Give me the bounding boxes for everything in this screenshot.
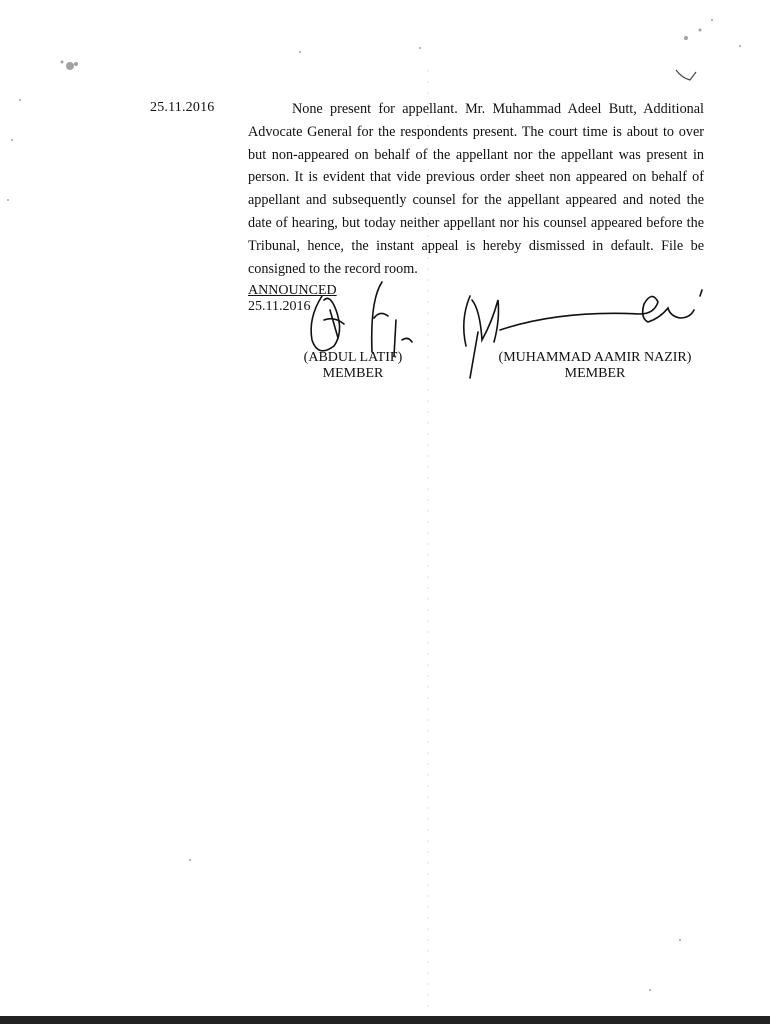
signatory-name: (MUHAMMAD AAMIR NAZIR) bbox=[498, 350, 692, 365]
signatory-title: MEMBER bbox=[322, 366, 384, 381]
announcement-block bbox=[248, 283, 337, 315]
announced-date: 25.11.2016 bbox=[248, 299, 311, 314]
signatory-name: (ABDUL LATIF) bbox=[303, 350, 403, 365]
signatory-abdul-latif bbox=[283, 350, 423, 382]
order-date: 25.11.2016 bbox=[150, 100, 215, 115]
signatory-muhammad-aamir-nazir bbox=[480, 350, 710, 382]
order-paragraph: None present for appellant. Mr. Muhammad Adeel Butt, Additional Advocate General for the respondents present. The court time is about to over but non-appeared on behalf of the appellant nor the appellant was present in person. It is evident that vide previous order sheet non appeared on behalf of appellant and subsequently counsel for the appellant appeared and noted the date of hearing, but today neither appellant nor his counsel appeared before the Tribunal, hence, the instant appeal is hereby dismissed in default. File be consigned to the record room. bbox=[248, 101, 704, 277]
signatory-title: MEMBER bbox=[564, 366, 626, 381]
announced-label: ANNOUNCED bbox=[248, 283, 337, 298]
